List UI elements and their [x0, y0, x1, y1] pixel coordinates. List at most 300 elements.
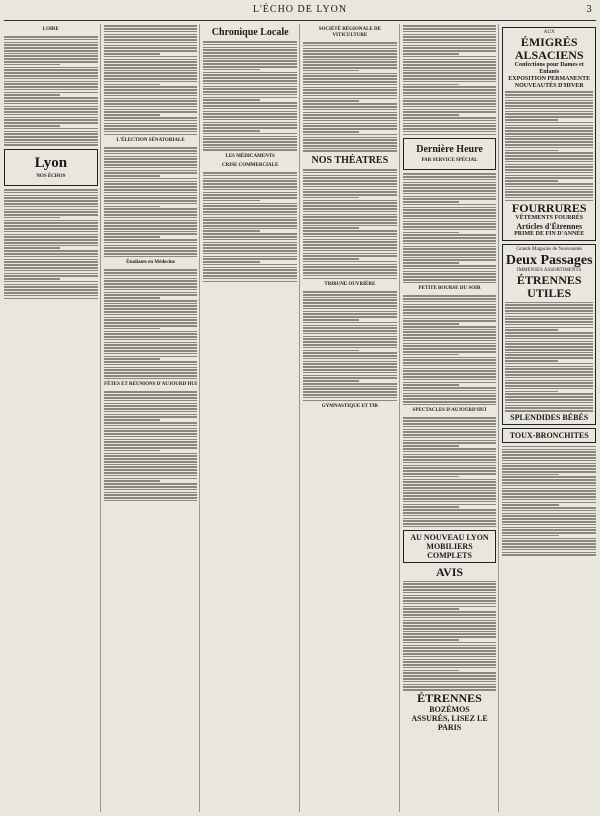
text-line	[104, 45, 198, 47]
text-line	[104, 283, 198, 285]
text-line	[104, 206, 160, 208]
text-line	[403, 423, 497, 425]
text-line	[505, 410, 593, 412]
text-line	[104, 397, 198, 399]
text-line	[403, 401, 497, 403]
text-line	[403, 28, 497, 30]
col5-text-d	[403, 417, 497, 527]
text-line	[104, 158, 198, 160]
text-line	[4, 139, 98, 141]
text-line	[403, 111, 497, 113]
text-line	[4, 108, 98, 110]
text-line	[403, 304, 497, 306]
text-line	[4, 197, 98, 199]
text-line	[502, 460, 596, 462]
text-line	[505, 97, 593, 99]
text-line	[104, 236, 160, 238]
col3-heading-medicaments: LES MÉDICAMENTS	[225, 154, 275, 160]
text-line	[403, 234, 497, 236]
text-line	[403, 650, 497, 652]
text-line	[203, 233, 297, 235]
text-line	[203, 60, 297, 62]
text-line	[505, 113, 593, 115]
col6-ad3-b: IMMENSES ASSORTIMENTS	[517, 268, 582, 274]
text-line	[104, 394, 198, 396]
text-line	[505, 366, 593, 368]
text-line	[104, 303, 198, 305]
text-line	[303, 239, 397, 241]
text-line	[104, 39, 198, 41]
text-line	[403, 345, 497, 347]
text-line	[303, 137, 397, 139]
text-line	[403, 212, 497, 214]
text-line	[403, 481, 497, 483]
text-line	[505, 327, 593, 329]
text-line	[403, 608, 459, 610]
text-line	[502, 471, 596, 473]
text-line	[505, 318, 593, 320]
text-line	[303, 363, 397, 365]
text-line	[303, 45, 397, 47]
text-line	[104, 461, 198, 463]
text-line	[203, 247, 297, 249]
text-line	[104, 422, 198, 424]
text-line	[403, 426, 497, 428]
text-line	[502, 510, 596, 512]
text-line	[403, 265, 497, 267]
text-line	[303, 255, 397, 257]
text-line	[104, 153, 198, 155]
text-line	[104, 123, 198, 125]
text-line	[303, 172, 397, 174]
text-line	[403, 25, 497, 27]
text-line	[502, 482, 596, 484]
text-line	[505, 324, 593, 326]
text-line	[104, 50, 198, 52]
text-line	[4, 92, 98, 94]
text-line	[303, 308, 397, 310]
text-line	[505, 155, 593, 157]
text-line	[505, 91, 593, 93]
text-line	[505, 183, 593, 185]
text-line	[403, 647, 497, 649]
text-line	[403, 523, 497, 525]
text-line	[203, 47, 297, 49]
text-line	[403, 620, 497, 622]
text-line	[203, 236, 297, 238]
text-line	[104, 364, 198, 366]
text-line	[203, 49, 297, 51]
text-line	[403, 633, 497, 635]
text-line	[303, 253, 397, 255]
text-line	[403, 684, 497, 686]
text-line	[303, 272, 397, 274]
text-line	[403, 131, 497, 133]
text-line	[303, 214, 397, 216]
text-line	[303, 372, 397, 374]
text-line	[4, 284, 98, 286]
text-line	[203, 149, 297, 151]
col4-heading-tribune: TRIBUNE OUVRIÈRE	[324, 282, 376, 288]
text-line	[403, 67, 497, 69]
text-line	[403, 354, 459, 356]
text-line	[403, 176, 497, 178]
text-line	[403, 187, 497, 189]
text-line	[403, 429, 497, 431]
text-line	[403, 31, 497, 33]
text-line	[203, 222, 297, 224]
text-line	[303, 139, 397, 141]
text-line	[505, 144, 593, 146]
text-line	[502, 529, 596, 531]
text-line	[505, 304, 593, 306]
text-line	[403, 611, 497, 613]
text-line	[403, 362, 497, 364]
text-line	[4, 86, 98, 88]
text-line	[104, 331, 198, 333]
text-line	[403, 215, 497, 217]
text-line	[303, 150, 397, 152]
text-line	[403, 434, 497, 436]
text-line	[505, 169, 593, 171]
text-line	[403, 484, 497, 486]
text-line	[403, 134, 497, 136]
text-line	[104, 486, 198, 488]
text-line	[303, 208, 397, 210]
text-line	[4, 203, 98, 205]
text-line	[203, 99, 259, 101]
text-line	[104, 253, 198, 255]
text-line	[104, 64, 198, 66]
text-line	[104, 89, 198, 91]
text-line	[4, 103, 98, 105]
text-line	[104, 31, 198, 33]
text-line	[203, 253, 297, 255]
text-line	[104, 472, 198, 474]
col1-heading-loire: LOIRE	[42, 27, 59, 32]
text-line	[4, 42, 98, 44]
text-line	[403, 221, 497, 223]
text-line	[104, 25, 198, 27]
col5-text-c	[403, 295, 497, 405]
text-line	[104, 125, 198, 127]
text-line	[505, 172, 593, 174]
text-line	[303, 98, 397, 100]
text-line	[403, 42, 497, 44]
text-line	[403, 257, 497, 259]
text-line	[104, 247, 198, 249]
text-line	[403, 645, 497, 647]
text-line	[403, 476, 459, 478]
text-line	[104, 441, 198, 443]
text-line	[403, 251, 497, 253]
text-line	[403, 237, 497, 239]
text-line	[403, 681, 497, 683]
text-line	[403, 248, 497, 250]
text-line	[403, 50, 497, 52]
text-line	[403, 190, 497, 192]
text-line	[403, 240, 497, 242]
text-line	[203, 119, 297, 121]
col6-ad-deux-passages	[502, 244, 596, 424]
col5-heading-derniere: Dernière Heure	[416, 144, 483, 156]
text-line	[303, 294, 397, 296]
text-line	[303, 377, 397, 379]
text-line	[203, 228, 297, 230]
text-line	[4, 225, 98, 227]
text-line	[403, 448, 497, 450]
text-line	[303, 177, 397, 179]
text-line	[303, 311, 397, 313]
text-line	[4, 192, 98, 194]
text-line	[104, 361, 198, 363]
text-line	[203, 281, 297, 283]
text-line	[203, 86, 297, 88]
text-line	[303, 186, 397, 188]
text-line	[104, 100, 198, 102]
text-line	[403, 123, 497, 125]
column-2	[104, 24, 201, 812]
text-line	[403, 492, 497, 494]
text-line	[104, 466, 198, 468]
text-line	[303, 400, 397, 402]
text-line	[104, 92, 198, 94]
text-line	[104, 250, 198, 252]
text-line	[4, 106, 98, 108]
text-line	[505, 133, 593, 135]
text-line	[4, 261, 98, 263]
text-line	[303, 361, 397, 363]
col5-ad-avis	[403, 566, 497, 579]
text-line	[104, 98, 198, 100]
text-line	[505, 116, 593, 118]
text-line	[403, 254, 497, 256]
col6-ad2-c: PRIME DE FIN D'ANNÉE	[514, 231, 585, 238]
text-line	[303, 261, 397, 263]
text-line	[104, 195, 198, 197]
text-line	[505, 152, 593, 154]
text-line	[403, 259, 497, 261]
text-line	[104, 175, 160, 177]
text-line	[4, 97, 98, 99]
text-line	[104, 297, 160, 299]
text-line	[403, 675, 497, 677]
masthead-title: L'ÉCHO DE LYON	[252, 4, 348, 15]
text-line	[403, 390, 497, 392]
text-line	[403, 600, 497, 602]
col5-heading-bourse: PETITE BOURSE DU SOIR	[418, 286, 481, 292]
text-line	[203, 127, 297, 129]
col6-ad3-text	[505, 302, 593, 412]
text-line	[104, 150, 198, 152]
text-line	[403, 459, 497, 461]
text-line	[203, 194, 297, 196]
text-line	[502, 502, 596, 504]
text-line	[403, 606, 497, 608]
text-line	[104, 245, 198, 247]
text-line	[502, 479, 596, 481]
col5-ad5-title: ASSURÉS, LISEZ LE PARIS	[411, 713, 488, 732]
text-line	[403, 201, 459, 203]
text-line	[203, 69, 259, 71]
text-line	[502, 538, 596, 540]
text-line	[104, 275, 198, 277]
text-line	[104, 300, 198, 302]
text-line	[403, 359, 497, 361]
text-line	[104, 242, 198, 244]
text-line	[403, 184, 497, 186]
text-line	[403, 420, 497, 422]
text-line	[203, 83, 297, 85]
text-line	[403, 581, 497, 583]
text-line	[203, 130, 259, 132]
text-line	[203, 219, 297, 221]
text-line	[403, 520, 497, 522]
text-line	[505, 102, 593, 104]
text-line	[104, 308, 198, 310]
text-line	[303, 169, 397, 171]
text-line	[403, 686, 497, 688]
text-line	[502, 488, 596, 490]
text-line	[104, 197, 198, 199]
text-line	[4, 44, 98, 46]
text-line	[104, 339, 198, 341]
text-line	[303, 269, 397, 271]
text-line	[303, 355, 397, 357]
text-line	[403, 125, 497, 127]
text-line	[303, 278, 397, 280]
text-line	[505, 158, 593, 160]
text-line	[505, 368, 593, 370]
text-line	[303, 394, 397, 396]
text-line	[502, 499, 596, 501]
text-line	[4, 67, 98, 69]
text-line	[505, 127, 593, 129]
text-line	[4, 61, 98, 63]
text-line	[4, 47, 98, 49]
col5-text-a	[403, 25, 497, 135]
text-line	[502, 454, 596, 456]
text-line	[303, 222, 397, 224]
text-line	[303, 236, 397, 238]
text-line	[403, 229, 497, 231]
text-line	[403, 518, 497, 520]
text-line	[303, 194, 397, 196]
text-line	[104, 78, 198, 80]
text-line	[203, 138, 297, 140]
text-line	[403, 509, 497, 511]
text-line	[403, 661, 497, 663]
text-line	[403, 98, 497, 100]
text-line	[104, 342, 198, 344]
text-line	[104, 358, 160, 360]
col3-text-b	[203, 172, 297, 282]
text-line	[505, 363, 593, 365]
text-line	[104, 128, 198, 130]
text-line	[403, 47, 497, 49]
text-line	[203, 230, 259, 232]
text-line	[4, 142, 98, 144]
text-line	[505, 177, 593, 179]
text-line	[104, 36, 198, 38]
text-line	[505, 189, 593, 191]
text-line	[303, 202, 397, 204]
text-line	[4, 128, 98, 130]
text-line	[505, 105, 593, 107]
col3-heading-chronique: Chronique Locale	[211, 27, 289, 38]
text-line	[303, 56, 397, 58]
text-line	[303, 59, 397, 61]
text-line	[4, 259, 98, 261]
text-line	[403, 631, 497, 633]
text-line	[505, 180, 558, 182]
text-line	[303, 142, 397, 144]
text-line	[403, 672, 497, 674]
text-line	[104, 344, 198, 346]
text-line	[403, 334, 497, 336]
text-line	[403, 664, 497, 666]
text-line	[104, 61, 198, 63]
text-line	[4, 125, 60, 127]
col2-text-c	[104, 269, 198, 379]
text-line	[104, 114, 160, 116]
text-line	[403, 431, 497, 433]
text-line	[303, 117, 397, 119]
text-line	[502, 451, 596, 453]
text-line	[203, 269, 297, 271]
text-line	[303, 216, 397, 218]
col6-ad2-sub: VÊTEMENTS FOURRÉS	[515, 215, 584, 222]
text-line	[505, 191, 593, 193]
text-line	[203, 124, 297, 126]
text-line	[4, 214, 98, 216]
text-line	[303, 397, 397, 399]
text-line	[104, 217, 198, 219]
text-line	[104, 95, 198, 97]
text-line	[303, 336, 397, 338]
col6-ad1-b: EXPOSITION PERMANENTE	[508, 76, 591, 82]
text-line	[203, 80, 297, 82]
text-line	[403, 636, 497, 638]
text-line	[403, 320, 497, 322]
text-line	[203, 278, 297, 280]
col6-text-end	[502, 446, 596, 556]
text-line	[4, 78, 98, 80]
text-line	[203, 97, 297, 99]
text-line	[203, 55, 297, 57]
text-line	[203, 113, 297, 115]
text-line	[505, 349, 593, 351]
text-line	[4, 200, 98, 202]
text-line	[505, 100, 593, 102]
text-line	[4, 119, 98, 121]
text-line	[203, 133, 297, 135]
text-line	[104, 408, 198, 410]
text-line	[104, 305, 198, 307]
text-line	[502, 552, 596, 554]
col6-ad2-b: Articles d'Étrennes	[516, 222, 583, 232]
text-line	[505, 388, 593, 390]
text-line	[104, 369, 198, 371]
text-line	[203, 77, 297, 79]
text-line	[303, 319, 359, 321]
text-line	[4, 234, 98, 236]
text-line	[403, 501, 497, 503]
text-line	[104, 28, 198, 30]
text-line	[403, 451, 497, 453]
text-line	[502, 490, 596, 492]
text-line	[203, 275, 297, 277]
